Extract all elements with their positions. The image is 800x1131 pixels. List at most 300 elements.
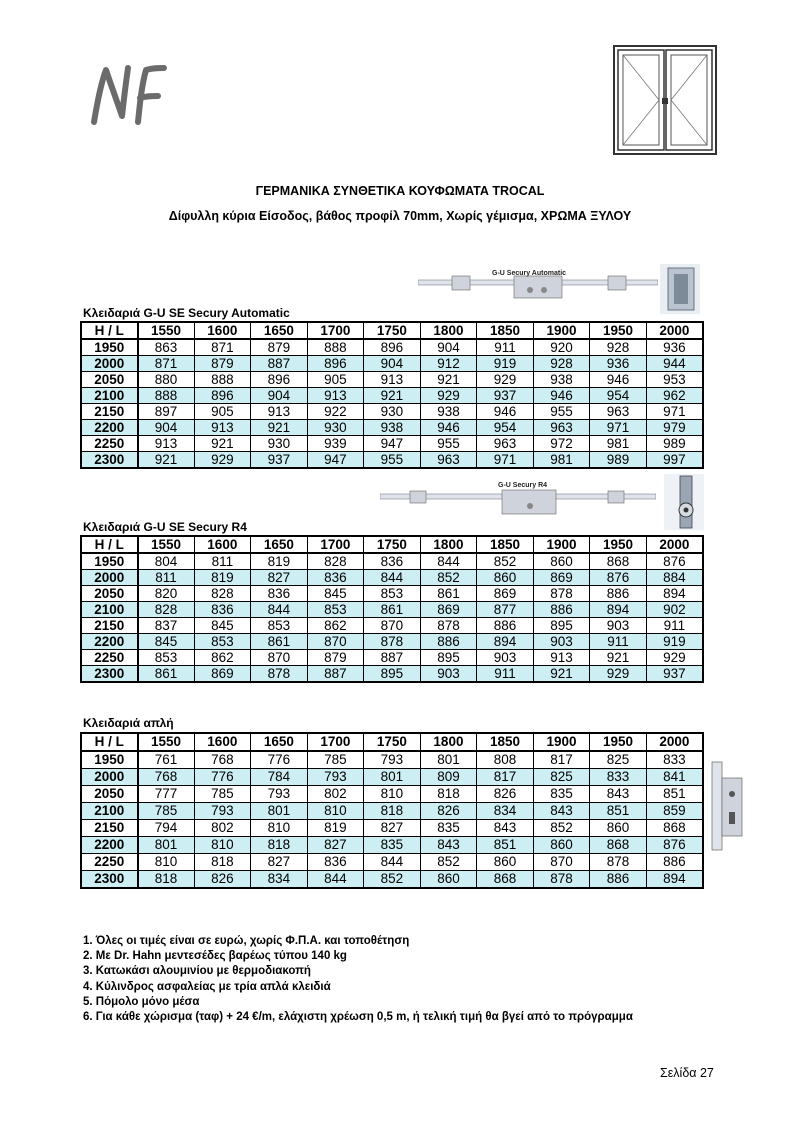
price-cell: 937 bbox=[646, 666, 703, 683]
price-cell: 930 bbox=[307, 420, 364, 436]
table-row bbox=[81, 570, 703, 586]
price-cell: 845 bbox=[138, 634, 195, 650]
price-cell: 833 bbox=[590, 769, 647, 786]
column-header-cell: 1650 bbox=[251, 733, 308, 751]
double-door-drawing bbox=[612, 44, 718, 156]
price-cell: 903 bbox=[533, 634, 590, 650]
row-height-cell: 2150 bbox=[81, 820, 138, 837]
secury-r4-lock-image bbox=[380, 478, 656, 518]
row-height-cell: 2100 bbox=[81, 803, 138, 820]
price-cell: 887 bbox=[307, 666, 364, 683]
column-header-cell: 1900 bbox=[533, 322, 590, 339]
table-row bbox=[81, 803, 703, 820]
price-cell: 884 bbox=[646, 570, 703, 586]
price-cell: 879 bbox=[194, 356, 251, 372]
price-cell: 911 bbox=[590, 634, 647, 650]
price-cell: 921 bbox=[251, 420, 308, 436]
price-cell: 868 bbox=[646, 820, 703, 837]
price-cell: 913 bbox=[307, 388, 364, 404]
column-header-cell: 1950 bbox=[590, 322, 647, 339]
column-header-cell: 1800 bbox=[420, 536, 477, 553]
price-cell: 913 bbox=[138, 436, 195, 452]
price-cell: 877 bbox=[477, 602, 534, 618]
price-cell: 997 bbox=[646, 452, 703, 469]
price-cell: 835 bbox=[420, 820, 477, 837]
price-cell: 818 bbox=[420, 786, 477, 803]
price-cell: 929 bbox=[420, 388, 477, 404]
header-corner-cell: H / L bbox=[81, 322, 138, 339]
price-cell: 804 bbox=[138, 553, 195, 570]
price-cell: 953 bbox=[646, 372, 703, 388]
row-height-cell: 2050 bbox=[81, 372, 138, 388]
price-cell: 826 bbox=[194, 871, 251, 889]
row-height-cell: 2000 bbox=[81, 356, 138, 372]
column-header-cell: 1600 bbox=[194, 536, 251, 553]
price-cell: 817 bbox=[533, 751, 590, 769]
price-cell: 921 bbox=[533, 666, 590, 683]
price-cell: 761 bbox=[138, 751, 195, 769]
price-cell: 802 bbox=[194, 820, 251, 837]
table-row bbox=[81, 452, 703, 469]
price-cell: 895 bbox=[533, 618, 590, 634]
table-row bbox=[81, 650, 703, 666]
row-height-cell: 2250 bbox=[81, 650, 138, 666]
price-cell: 863 bbox=[138, 339, 195, 356]
price-cell: 919 bbox=[477, 356, 534, 372]
price-cell: 870 bbox=[533, 854, 590, 871]
price-cell: 879 bbox=[251, 339, 308, 356]
price-cell: 946 bbox=[590, 372, 647, 388]
price-cell: 853 bbox=[307, 602, 364, 618]
price-cell: 947 bbox=[364, 436, 421, 452]
price-cell: 955 bbox=[533, 404, 590, 420]
price-cell: 861 bbox=[364, 602, 421, 618]
price-cell: 903 bbox=[477, 650, 534, 666]
column-header-cell: 1750 bbox=[364, 733, 421, 751]
note-item: 6. Για κάθε χώρισμα (ταφ) + 24 €/m, ελάχιστη χρέωση 0,5 m, ή τελική τιμή θα βγεί από το πρόγραμμα bbox=[83, 1011, 633, 1024]
price-cell: 853 bbox=[138, 650, 195, 666]
row-height-cell: 2050 bbox=[81, 786, 138, 803]
price-cell: 836 bbox=[364, 553, 421, 570]
price-cell: 895 bbox=[364, 666, 421, 683]
price-cell: 820 bbox=[138, 586, 195, 602]
price-cell: 903 bbox=[590, 618, 647, 634]
price-cell: 911 bbox=[477, 339, 534, 356]
secury-automatic-lock-image bbox=[418, 266, 658, 302]
price-cell: 777 bbox=[138, 786, 195, 803]
price-cell: 836 bbox=[307, 854, 364, 871]
lock-cylinder-photo-1 bbox=[660, 264, 700, 314]
price-cell: 870 bbox=[364, 618, 421, 634]
notes-list bbox=[83, 934, 633, 1025]
price-cell: 811 bbox=[138, 570, 195, 586]
table-caption-secury-r4: Κλειδαριά G-U SE Secury R4 bbox=[83, 520, 247, 534]
price-cell: 852 bbox=[533, 820, 590, 837]
price-cell: 844 bbox=[251, 602, 308, 618]
table-row bbox=[81, 339, 703, 356]
price-cell: 785 bbox=[307, 751, 364, 769]
price-cell: 860 bbox=[420, 871, 477, 889]
price-cell: 851 bbox=[590, 803, 647, 820]
price-cell: 794 bbox=[138, 820, 195, 837]
price-cell: 827 bbox=[307, 837, 364, 854]
price-cell: 785 bbox=[138, 803, 195, 820]
price-cell: 887 bbox=[364, 650, 421, 666]
price-cell: 886 bbox=[590, 586, 647, 602]
note-item: 2. Με Dr. Hahn μεντεσέδες βαρέως τύπου 140 kg bbox=[83, 950, 347, 963]
column-header-cell: 1600 bbox=[194, 322, 251, 339]
row-height-cell: 2200 bbox=[81, 420, 138, 436]
price-cell: 878 bbox=[533, 871, 590, 889]
price-cell: 845 bbox=[307, 586, 364, 602]
table-caption-simple-lock: Κλειδαριά απλή bbox=[83, 716, 174, 730]
price-cell: 894 bbox=[590, 602, 647, 618]
price-table-simple-lock bbox=[80, 732, 704, 889]
price-cell: 963 bbox=[420, 452, 477, 469]
row-height-cell: 2300 bbox=[81, 666, 138, 683]
column-header-cell: 1650 bbox=[251, 322, 308, 339]
column-header-cell: 1850 bbox=[477, 322, 534, 339]
row-height-cell: 2150 bbox=[81, 404, 138, 420]
price-cell: 853 bbox=[251, 618, 308, 634]
price-cell: 818 bbox=[364, 803, 421, 820]
column-header-cell: 1950 bbox=[590, 733, 647, 751]
price-cell: 879 bbox=[307, 650, 364, 666]
price-cell: 876 bbox=[646, 837, 703, 854]
price-cell: 861 bbox=[251, 634, 308, 650]
price-cell: 963 bbox=[533, 420, 590, 436]
table-row bbox=[81, 634, 703, 650]
document-subtitle: Δίφυλλη κύρια Είσοδος, βάθος προφίλ 70mm, Χωρίς γέμισμα, ΧΡΩΜΑ ΞΥΛΟΥ bbox=[168, 209, 632, 223]
price-cell: 776 bbox=[194, 769, 251, 786]
table-header-row bbox=[81, 536, 703, 553]
price-table-secury-automatic bbox=[80, 321, 704, 469]
price-cell: 844 bbox=[364, 570, 421, 586]
price-cell: 827 bbox=[364, 820, 421, 837]
column-header-cell: 1850 bbox=[477, 536, 534, 553]
price-cell: 929 bbox=[194, 452, 251, 469]
price-cell: 936 bbox=[646, 339, 703, 356]
column-header-cell: 1550 bbox=[138, 536, 195, 553]
lock1-label: G-U Secury Automatic bbox=[492, 270, 567, 277]
price-cell: 928 bbox=[533, 356, 590, 372]
column-header-cell: 2000 bbox=[646, 536, 703, 553]
price-cell: 860 bbox=[477, 570, 534, 586]
price-cell: 971 bbox=[646, 404, 703, 420]
row-height-cell: 2250 bbox=[81, 436, 138, 452]
price-cell: 913 bbox=[194, 420, 251, 436]
price-cell: 905 bbox=[194, 404, 251, 420]
price-cell: 819 bbox=[194, 570, 251, 586]
price-cell: 905 bbox=[307, 372, 364, 388]
price-cell: 845 bbox=[194, 618, 251, 634]
price-cell: 828 bbox=[307, 553, 364, 570]
column-header-cell: 1600 bbox=[194, 733, 251, 751]
price-cell: 836 bbox=[307, 570, 364, 586]
price-cell: 878 bbox=[251, 666, 308, 683]
table-row bbox=[81, 854, 703, 871]
price-cell: 860 bbox=[533, 837, 590, 854]
price-cell: 808 bbox=[477, 751, 534, 769]
price-cell: 841 bbox=[646, 769, 703, 786]
price-cell: 896 bbox=[364, 339, 421, 356]
price-cell: 859 bbox=[646, 803, 703, 820]
price-cell: 871 bbox=[138, 356, 195, 372]
price-cell: 946 bbox=[420, 420, 477, 436]
column-header-cell: 1750 bbox=[364, 322, 421, 339]
price-cell: 861 bbox=[138, 666, 195, 683]
column-header-cell: 1800 bbox=[420, 733, 477, 751]
price-cell: 793 bbox=[251, 786, 308, 803]
price-cell: 818 bbox=[138, 871, 195, 889]
price-cell: 869 bbox=[533, 570, 590, 586]
price-cell: 886 bbox=[590, 871, 647, 889]
column-header-cell: 1700 bbox=[307, 322, 364, 339]
price-cell: 827 bbox=[251, 570, 308, 586]
price-cell: 894 bbox=[646, 871, 703, 889]
document-title: ΓΕΡΜΑΝΙΚΑ ΣΥΝΘΕΤΙΚΑ ΚΟΥΦΩΜΑΤΑ TROCAL bbox=[255, 184, 545, 198]
column-header-cell: 1950 bbox=[590, 536, 647, 553]
column-header-cell: 1700 bbox=[307, 733, 364, 751]
price-cell: 801 bbox=[251, 803, 308, 820]
header-corner-cell: H / L bbox=[81, 536, 138, 553]
row-height-cell: 2100 bbox=[81, 388, 138, 404]
price-cell: 911 bbox=[646, 618, 703, 634]
note-item: 3. Κατωκάσι αλουμινίου με θερμοδιακοπή bbox=[83, 965, 311, 978]
price-cell: 843 bbox=[420, 837, 477, 854]
column-header-cell: 2000 bbox=[646, 322, 703, 339]
lock-cylinder-photo-2 bbox=[664, 474, 704, 530]
price-cell: 921 bbox=[590, 650, 647, 666]
table-row bbox=[81, 436, 703, 452]
column-header-cell: 2000 bbox=[646, 733, 703, 751]
price-cell: 939 bbox=[307, 436, 364, 452]
price-cell: 981 bbox=[590, 436, 647, 452]
price-cell: 827 bbox=[251, 854, 308, 871]
price-cell: 851 bbox=[477, 837, 534, 854]
column-header-cell: 1650 bbox=[251, 536, 308, 553]
price-cell: 852 bbox=[364, 871, 421, 889]
nf-logo bbox=[88, 58, 168, 130]
price-cell: 793 bbox=[364, 751, 421, 769]
table-row bbox=[81, 618, 703, 634]
price-cell: 819 bbox=[251, 553, 308, 570]
price-cell: 894 bbox=[646, 586, 703, 602]
column-header-cell: 1800 bbox=[420, 322, 477, 339]
price-cell: 868 bbox=[477, 871, 534, 889]
price-cell: 811 bbox=[194, 553, 251, 570]
price-cell: 928 bbox=[590, 339, 647, 356]
price-cell: 826 bbox=[477, 786, 534, 803]
price-cell: 888 bbox=[307, 339, 364, 356]
price-cell: 921 bbox=[364, 388, 421, 404]
row-height-cell: 2300 bbox=[81, 452, 138, 469]
header-corner-cell: H / L bbox=[81, 733, 138, 751]
column-header-cell: 1850 bbox=[477, 733, 534, 751]
price-cell: 971 bbox=[590, 420, 647, 436]
price-cell: 853 bbox=[364, 586, 421, 602]
table-row bbox=[81, 553, 703, 570]
price-cell: 938 bbox=[420, 404, 477, 420]
price-cell: 963 bbox=[477, 436, 534, 452]
note-item: 4. Κύλινδρος ασφαλείας με τρία απλά κλειδιά bbox=[83, 980, 331, 993]
price-cell: 860 bbox=[533, 553, 590, 570]
price-cell: 860 bbox=[477, 854, 534, 871]
price-cell: 784 bbox=[251, 769, 308, 786]
price-cell: 843 bbox=[590, 786, 647, 803]
price-cell: 989 bbox=[590, 452, 647, 469]
row-height-cell: 2200 bbox=[81, 634, 138, 650]
price-cell: 929 bbox=[590, 666, 647, 683]
price-cell: 937 bbox=[251, 452, 308, 469]
price-cell: 801 bbox=[138, 837, 195, 854]
table-row bbox=[81, 871, 703, 889]
price-cell: 870 bbox=[251, 650, 308, 666]
price-cell: 818 bbox=[194, 854, 251, 871]
column-header-cell: 1550 bbox=[138, 322, 195, 339]
price-cell: 896 bbox=[194, 388, 251, 404]
price-cell: 904 bbox=[420, 339, 477, 356]
price-cell: 818 bbox=[251, 837, 308, 854]
price-cell: 896 bbox=[307, 356, 364, 372]
table-row bbox=[81, 666, 703, 683]
price-cell: 880 bbox=[138, 372, 195, 388]
simple-lock-image bbox=[710, 760, 744, 852]
price-cell: 981 bbox=[533, 452, 590, 469]
table-row bbox=[81, 404, 703, 420]
price-cell: 810 bbox=[138, 854, 195, 871]
column-header-cell: 1700 bbox=[307, 536, 364, 553]
column-header-cell: 1900 bbox=[533, 536, 590, 553]
price-cell: 936 bbox=[590, 356, 647, 372]
price-cell: 870 bbox=[307, 634, 364, 650]
row-height-cell: 2300 bbox=[81, 871, 138, 889]
table-row bbox=[81, 820, 703, 837]
note-item: 1. Όλες οι τιμές είναι σε ευρώ, χωρίς Φ.Π.Α. και τοποθέτηση bbox=[83, 935, 410, 947]
price-cell: 929 bbox=[646, 650, 703, 666]
price-cell: 878 bbox=[420, 618, 477, 634]
price-cell: 878 bbox=[590, 854, 647, 871]
price-cell: 860 bbox=[590, 820, 647, 837]
table-row bbox=[81, 372, 703, 388]
price-cell: 853 bbox=[194, 634, 251, 650]
price-cell: 930 bbox=[364, 404, 421, 420]
price-cell: 886 bbox=[533, 602, 590, 618]
row-height-cell: 2000 bbox=[81, 570, 138, 586]
price-cell: 801 bbox=[420, 751, 477, 769]
price-cell: 887 bbox=[251, 356, 308, 372]
price-cell: 869 bbox=[420, 602, 477, 618]
price-cell: 862 bbox=[307, 618, 364, 634]
price-cell: 895 bbox=[420, 650, 477, 666]
price-cell: 819 bbox=[307, 820, 364, 837]
page-number: Σελίδα 27 bbox=[660, 1066, 714, 1080]
price-cell: 835 bbox=[364, 837, 421, 854]
price-cell: 876 bbox=[590, 570, 647, 586]
price-cell: 911 bbox=[477, 666, 534, 683]
price-cell: 817 bbox=[477, 769, 534, 786]
price-cell: 920 bbox=[533, 339, 590, 356]
row-height-cell: 1950 bbox=[81, 553, 138, 570]
price-cell: 809 bbox=[420, 769, 477, 786]
price-cell: 913 bbox=[251, 404, 308, 420]
price-cell: 869 bbox=[477, 586, 534, 602]
table-row bbox=[81, 586, 703, 602]
price-cell: 886 bbox=[646, 854, 703, 871]
row-height-cell: 1950 bbox=[81, 339, 138, 356]
column-header-cell: 1900 bbox=[533, 733, 590, 751]
price-cell: 836 bbox=[251, 586, 308, 602]
price-cell: 876 bbox=[646, 553, 703, 570]
price-cell: 810 bbox=[194, 837, 251, 854]
price-cell: 922 bbox=[307, 404, 364, 420]
price-cell: 971 bbox=[477, 452, 534, 469]
price-cell: 826 bbox=[420, 803, 477, 820]
price-cell: 929 bbox=[477, 372, 534, 388]
row-height-cell: 2200 bbox=[81, 837, 138, 854]
column-header-cell: 1750 bbox=[364, 536, 421, 553]
price-cell: 886 bbox=[420, 634, 477, 650]
price-cell: 962 bbox=[646, 388, 703, 404]
price-cell: 843 bbox=[477, 820, 534, 837]
price-cell: 810 bbox=[251, 820, 308, 837]
price-cell: 868 bbox=[590, 553, 647, 570]
price-cell: 972 bbox=[533, 436, 590, 452]
price-cell: 825 bbox=[590, 751, 647, 769]
price-cell: 946 bbox=[533, 388, 590, 404]
price-cell: 937 bbox=[477, 388, 534, 404]
price-cell: 793 bbox=[194, 803, 251, 820]
price-cell: 954 bbox=[590, 388, 647, 404]
row-height-cell: 2250 bbox=[81, 854, 138, 871]
table-row bbox=[81, 751, 703, 769]
price-cell: 921 bbox=[138, 452, 195, 469]
price-cell: 871 bbox=[194, 339, 251, 356]
price-cell: 834 bbox=[477, 803, 534, 820]
price-cell: 834 bbox=[251, 871, 308, 889]
table-caption-secury-automatic: Κλειδαριά G-U SE Secury Automatic bbox=[83, 306, 290, 320]
price-cell: 861 bbox=[420, 586, 477, 602]
row-height-cell: 2100 bbox=[81, 602, 138, 618]
table-row bbox=[81, 388, 703, 404]
price-cell: 835 bbox=[533, 786, 590, 803]
price-cell: 919 bbox=[646, 634, 703, 650]
row-height-cell: 1950 bbox=[81, 751, 138, 769]
price-cell: 912 bbox=[420, 356, 477, 372]
price-cell: 903 bbox=[420, 666, 477, 683]
price-cell: 904 bbox=[251, 388, 308, 404]
price-cell: 896 bbox=[251, 372, 308, 388]
price-cell: 904 bbox=[364, 356, 421, 372]
table-row bbox=[81, 837, 703, 854]
price-cell: 844 bbox=[364, 854, 421, 871]
price-cell: 828 bbox=[194, 586, 251, 602]
price-cell: 930 bbox=[251, 436, 308, 452]
lock2-label: G-U Secury R4 bbox=[498, 482, 548, 489]
price-cell: 869 bbox=[194, 666, 251, 683]
row-height-cell: 2150 bbox=[81, 618, 138, 634]
price-cell: 836 bbox=[194, 602, 251, 618]
price-table-secury-r4 bbox=[80, 535, 704, 683]
table-header-row bbox=[81, 322, 703, 339]
table-row bbox=[81, 602, 703, 618]
price-cell: 810 bbox=[364, 786, 421, 803]
price-cell: 946 bbox=[477, 404, 534, 420]
price-cell: 902 bbox=[646, 602, 703, 618]
price-cell: 913 bbox=[364, 372, 421, 388]
price-cell: 768 bbox=[138, 769, 195, 786]
price-cell: 904 bbox=[138, 420, 195, 436]
